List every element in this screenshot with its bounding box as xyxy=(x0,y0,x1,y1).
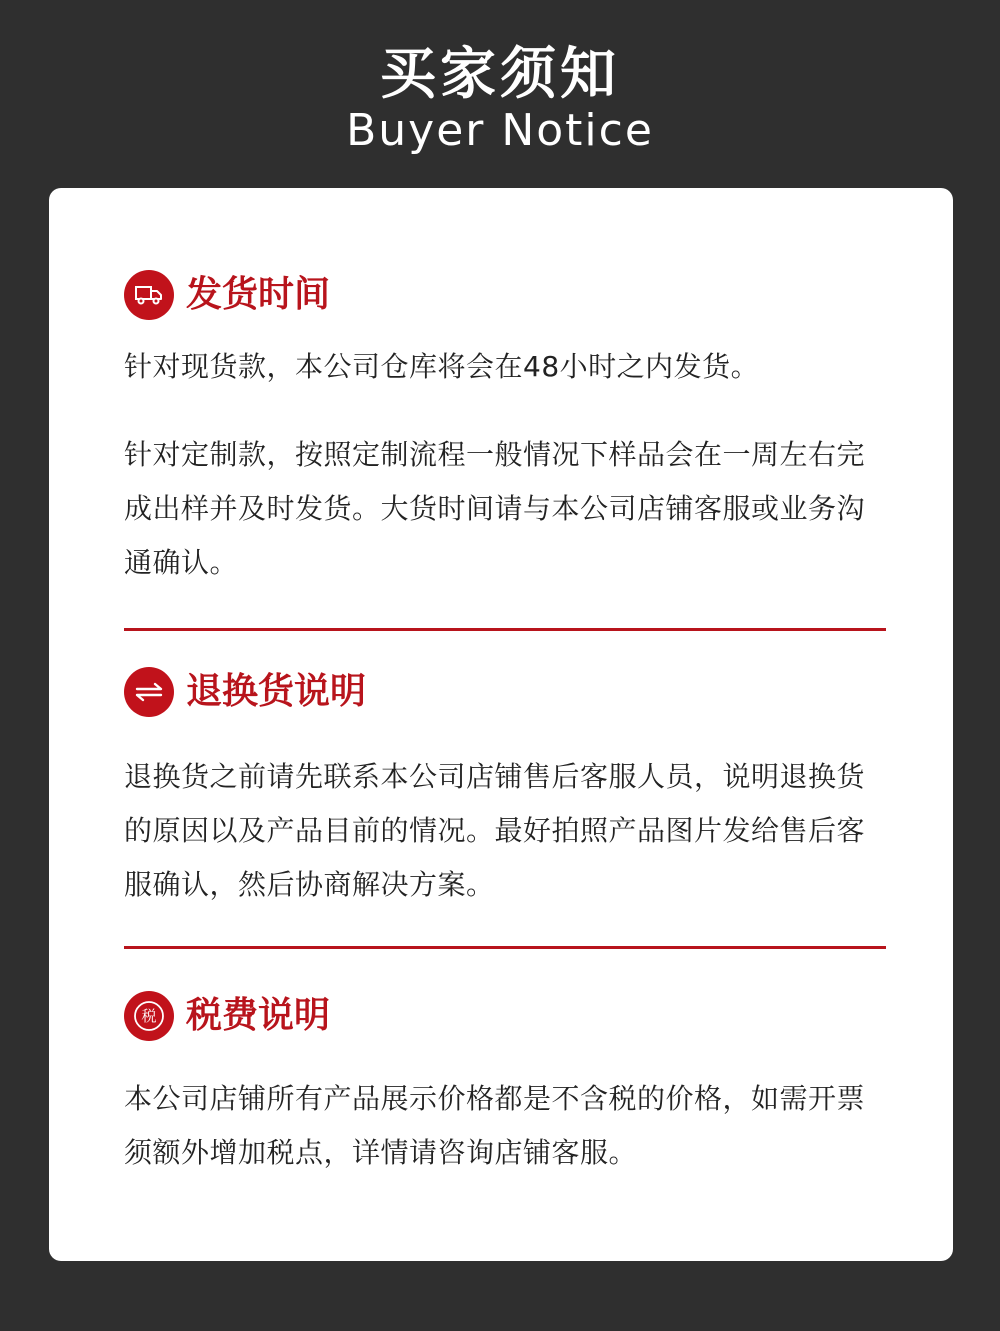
page-subtitle: Buyer Notice xyxy=(346,105,654,156)
shipping-paragraph-2: 针对定制款，按照定制流程一般情况下样品会在一周左右完成出样并及时发货。大货时间请与本公司店铺客服或业务沟通确认。 xyxy=(124,438,866,579)
section-title-returns: 退换货说明 xyxy=(186,671,367,712)
section-title-shipping: 发货时间 xyxy=(186,274,331,315)
returns-paragraph: 退换货之前请先联系本公司店铺售后客服人员，说明退换货的原因以及产品目前的情况。最好拍照产品图片发给售后客服确认，然后协商解决方案。 xyxy=(124,760,866,901)
exchange-arrows-icon xyxy=(124,667,174,717)
tax-paragraph: 本公司店铺所有产品展示价格都是不含税的价格，如需开票须额外增加税点，详情请咨询店铺客服。 xyxy=(124,1082,866,1169)
section-divider xyxy=(124,946,886,949)
section-returns-header xyxy=(124,667,366,717)
delivery-truck-icon xyxy=(124,270,174,320)
notice-card xyxy=(49,188,953,1261)
tax-seal-icon xyxy=(124,991,174,1041)
section-title-tax: 税费说明 xyxy=(186,995,331,1036)
tax-seal-icon-text: 税 xyxy=(141,1006,157,1025)
page-title: 买家须知 xyxy=(380,42,620,107)
section-shipping-time-header xyxy=(124,270,330,320)
section-tax-header xyxy=(124,991,330,1041)
section-divider xyxy=(124,628,886,631)
shipping-paragraph-1: 针对现货款，本公司仓库将会在48小时之内发货。 xyxy=(124,350,760,383)
